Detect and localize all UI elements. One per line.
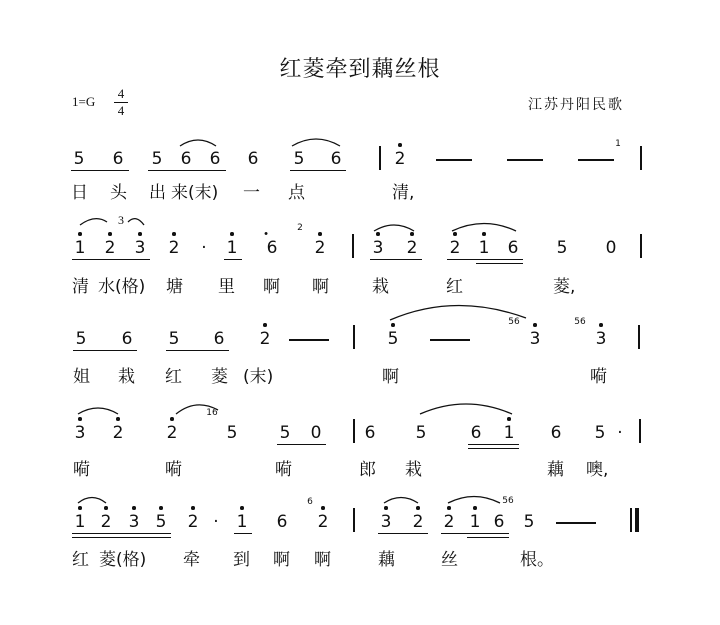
slur [390, 305, 526, 320]
lyric: 头 [110, 183, 127, 203]
note: 2 [168, 238, 180, 258]
lyric: 红 [165, 367, 182, 387]
slur [292, 139, 340, 146]
slur [180, 140, 216, 146]
song-source: 江苏丹阳民歌 [528, 97, 624, 113]
lyric: 丝 [441, 550, 458, 570]
note: 1 [74, 512, 86, 532]
lyric: 里 [218, 277, 235, 297]
time-signature-top: 4 [117, 86, 125, 101]
lyric: 嗬 [73, 460, 90, 480]
lyric: 菱, [553, 277, 576, 297]
lyric: 牵 [183, 550, 200, 570]
note: 6 [493, 512, 505, 532]
grace-note: 1 [615, 139, 621, 149]
lyric: 啊 [382, 367, 399, 387]
note: 2 [406, 238, 418, 258]
slur [128, 219, 144, 225]
note: 2 [412, 512, 424, 532]
note: 6 [470, 423, 482, 443]
note: 2 [112, 423, 124, 443]
note: 5 [556, 238, 568, 258]
note: 6 [330, 149, 342, 169]
lyric: 啊 [273, 550, 290, 570]
note: 3 [372, 238, 384, 258]
lyric: 点 [288, 183, 305, 203]
grace-note: 56 [508, 317, 520, 327]
note: 2 [317, 512, 329, 532]
lyric: 塘 [166, 277, 183, 297]
note: 2 [100, 512, 112, 532]
fermata-dot [265, 232, 268, 235]
lyric: 嗬 [165, 460, 182, 480]
note: 5 [73, 149, 85, 169]
note: 5 [293, 149, 305, 169]
note: 6 [276, 512, 288, 532]
note: 3 [595, 329, 607, 349]
lyric: 一 [243, 183, 260, 203]
note: 1 [478, 238, 490, 258]
note: 6 [213, 329, 225, 349]
augmentation-dot: · [213, 512, 219, 532]
slur [176, 405, 218, 414]
lyric: 藕 [378, 550, 395, 570]
lyric: 来(末) [171, 183, 219, 203]
note: 5 [155, 512, 167, 532]
slur [448, 497, 500, 504]
lyric: 出 [149, 183, 166, 203]
lyric: 栽 [118, 367, 135, 387]
note: 2 [314, 238, 326, 258]
lyric: 噢, [586, 460, 609, 480]
note: 0 [310, 423, 322, 443]
note: 6 [112, 149, 124, 169]
note: 6 [247, 149, 259, 169]
slur [80, 219, 107, 225]
note: 5 [75, 329, 87, 349]
grace-note: 16 [206, 408, 218, 418]
key-signature: 1=G [72, 94, 96, 109]
song-title: 红菱牵到藕丝根 [279, 57, 441, 82]
note: 5 [594, 423, 606, 443]
note: 1 [236, 512, 248, 532]
slur [374, 225, 414, 231]
note: 5 [415, 423, 427, 443]
slur [420, 404, 512, 414]
lyric: 清 [72, 277, 89, 297]
note: 2 [187, 512, 199, 532]
note: 5 [168, 329, 180, 349]
lyric: 嗬 [275, 460, 292, 480]
note: 2 [166, 423, 178, 443]
note: 1 [503, 423, 515, 443]
note: 5 [226, 423, 238, 443]
grace-note: 2 [297, 223, 303, 233]
note: 2 [443, 512, 455, 532]
lyric: 到 [233, 550, 250, 570]
slur [452, 224, 516, 232]
note: 6 [209, 149, 221, 169]
grace-note: 56 [574, 317, 586, 327]
triplet-mark: 3 [118, 213, 124, 227]
lyric: 郎 [359, 460, 376, 480]
slur [78, 408, 118, 414]
note: 2 [449, 238, 461, 258]
lyric: 菱(格) [99, 550, 147, 570]
lyric: 菱 [211, 367, 228, 387]
lyric: 栽 [372, 277, 389, 297]
note: 6 [364, 423, 376, 443]
lyric: 清, [392, 183, 415, 203]
grace-note: 56 [502, 496, 514, 506]
note: 5 [523, 512, 535, 532]
note: 6 [180, 149, 192, 169]
slur [384, 498, 418, 504]
note: 5 [279, 423, 291, 443]
note: 2 [394, 149, 406, 169]
note: 6 [266, 238, 278, 258]
note: 2 [259, 329, 271, 349]
lyric: 红 [72, 550, 89, 570]
lyric: 日 [71, 183, 88, 203]
augmentation-dot: · [617, 423, 623, 443]
note: 2 [104, 238, 116, 258]
lyric: 红 [446, 277, 463, 297]
grace-note: 6 [307, 497, 313, 507]
note: 1 [74, 238, 86, 258]
note: 1 [226, 238, 238, 258]
lyric: 根。 [520, 550, 554, 570]
note: 1 [469, 512, 481, 532]
lyric: (末) [243, 367, 274, 387]
lyric: 藕 [547, 460, 564, 480]
note: 6 [507, 238, 519, 258]
lyric: 啊 [263, 277, 280, 297]
augmentation-dot: · [201, 238, 207, 258]
note: 6 [550, 423, 562, 443]
note: 6 [121, 329, 133, 349]
lyric: 水(格) [98, 277, 146, 297]
note: 3 [380, 512, 392, 532]
note: 0 [605, 238, 617, 258]
note: 5 [151, 149, 163, 169]
lyric: 啊 [312, 277, 329, 297]
lyric: 姐 [73, 367, 90, 387]
time-signature-bottom: 4 [114, 102, 128, 119]
slur [78, 498, 106, 504]
note: 3 [128, 512, 140, 532]
lyric: 栽 [405, 460, 422, 480]
lyric: 嗬 [590, 367, 607, 387]
lyric: 啊 [314, 550, 331, 570]
note: 3 [529, 329, 541, 349]
note: 5 [387, 329, 399, 349]
note: 3 [74, 423, 86, 443]
note: 3 [134, 238, 146, 258]
